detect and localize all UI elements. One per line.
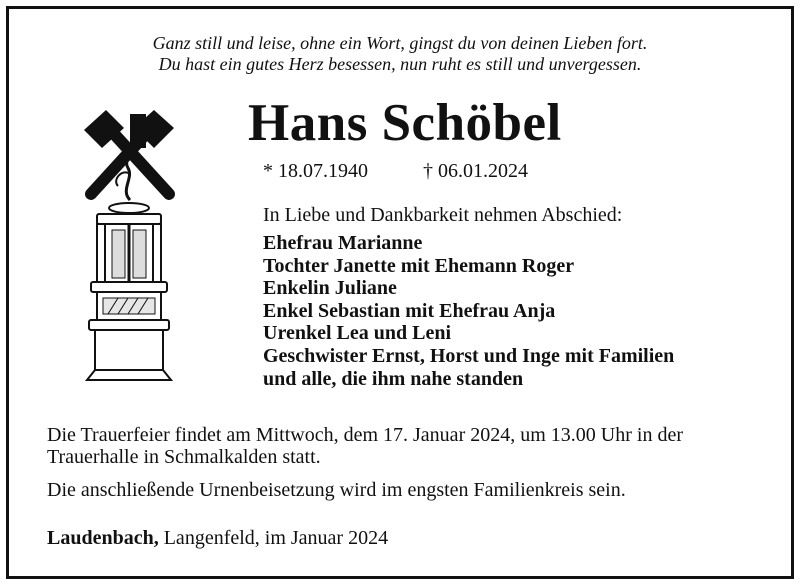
farewell-intro: In Liebe und Dankbarkeit nehmen Abschied: xyxy=(263,204,623,226)
poem-line-1: Ganz still und leise, ohne ein Wort, gingst du von deinen Lieben fort. xyxy=(152,33,648,53)
mourner-line: Geschwister Ernst, Horst und Inge mit Familien xyxy=(263,344,675,367)
ceremony-line-2: Trauerhalle in Schmalkalden statt. xyxy=(47,446,321,468)
mourner-line: Tochter Janette mit Ehemann Roger xyxy=(263,254,575,277)
miner-hammers-and-lamp-icon xyxy=(82,108,176,383)
mourner-line: Enkel Sebastian mit Ehefrau Anja xyxy=(263,299,556,322)
mourner-line: Urenkel Lea und Leni xyxy=(263,322,451,345)
place-primary: Laudenbach, xyxy=(47,527,159,549)
deceased-name: Hans Schöbel xyxy=(248,94,562,152)
memorial-poem xyxy=(0,33,800,75)
ceremony-info xyxy=(47,424,683,468)
mourner-line: und alle, die ihm nahe standen xyxy=(263,367,524,390)
burial-info: Die anschließende Urnenbeisetzung wird im engsten Familienkreis sein. xyxy=(47,479,626,501)
ceremony-line-1: Die Trauerfeier findet am Mittwoch, dem 17. Januar 2024, um 13.00 Uhr in der xyxy=(47,424,683,446)
mourner-line: Enkelin Juliane xyxy=(263,277,397,300)
birth-date: * 18.07.1940 xyxy=(263,160,368,182)
death-date: † 06.01.2024 xyxy=(423,160,528,182)
poem-line-2: Du hast ein gutes Herz besessen, nun ruht es still und unvergessen. xyxy=(158,54,642,74)
mourner-line: Ehefrau Marianne xyxy=(263,232,423,254)
place-rest: Langenfeld, im Januar 2024 xyxy=(158,527,389,549)
mourners-list xyxy=(263,232,674,390)
place-and-date xyxy=(47,527,388,549)
